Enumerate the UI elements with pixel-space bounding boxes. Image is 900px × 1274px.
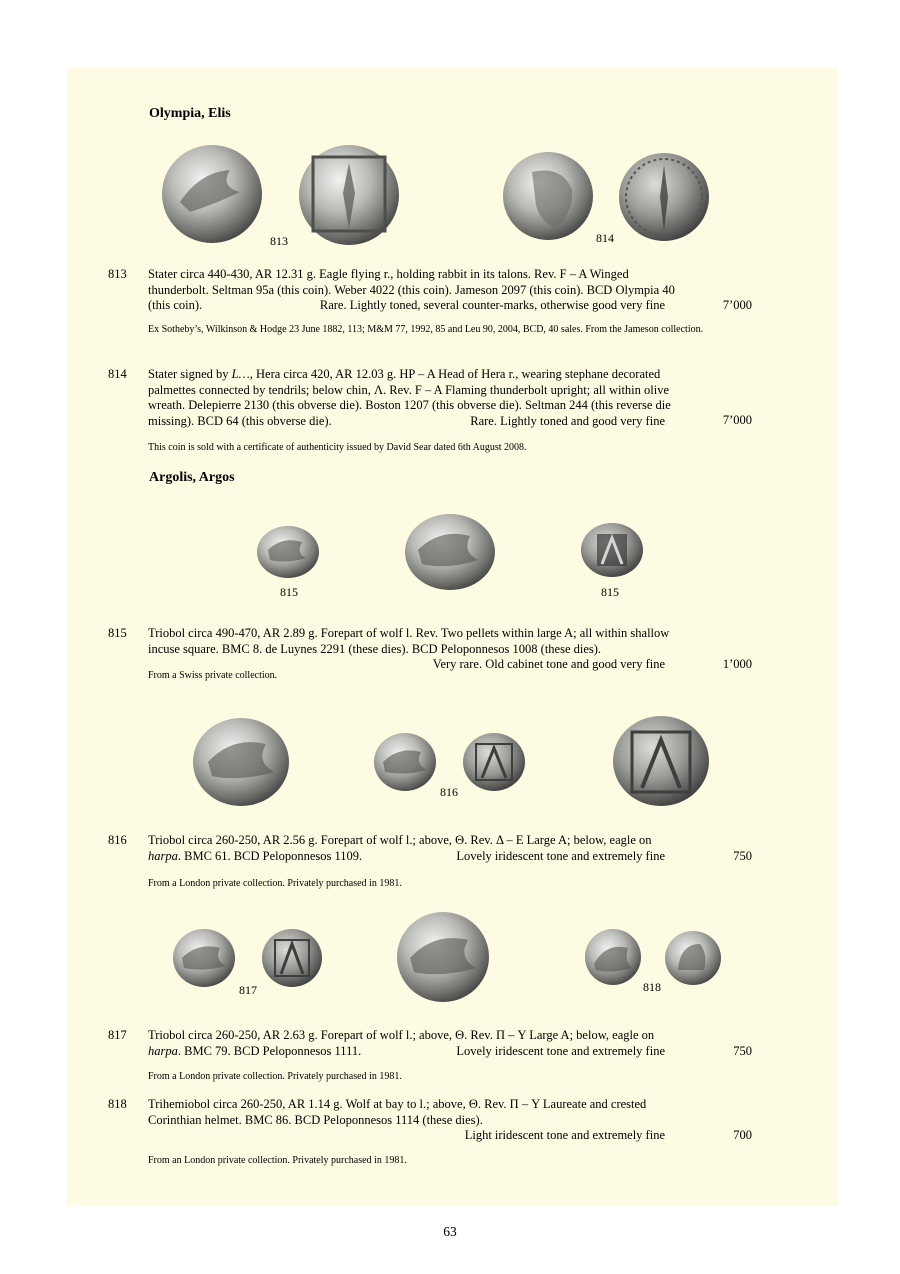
description-line: incuse square. BMC 8. de Luynes 2291 (these dies). BCD Peloponnesos 1008 (these dies). [148,641,602,656]
coin-814-obverse-image [502,150,594,242]
lot-number-815: 815 [108,626,127,640]
lot-number-814: 814 [108,367,127,381]
section-heading-olympia: Olympia, Elis [149,106,231,121]
lot-number-817: 817 [108,1028,127,1042]
lot-note-817: From a London private collection. Privately purchased in 1981. [148,1071,402,1082]
description-line: wreath. Delepierre 2130 (this obverse die). Boston 1207 (this obverse die). Seltman 244 (this reverse die [148,398,671,412]
lot-number-813: 813 [108,267,127,281]
lot-description-814 [148,367,751,429]
coin-816-enlarged-obverse-image [192,716,290,808]
lot-note-813: Ex Sotheby’s, Wilkinson & Hodge 23 June 1882, 113; M&M 77, 1992, 85 and Leu 90, 2004, BCD, 40 sales. From the Jameson collection. [148,324,704,335]
description-line: harpa. BMC 61. BCD Peloponnesos 1109. [148,848,363,863]
lot-description-816 [148,833,751,864]
coin-label-816: 816 [440,785,458,799]
lot-price-817: 750 [733,1044,752,1058]
lot-grade-814: Rare. Lightly toned and good very fine [470,413,665,428]
coin-817-obverse-image [172,928,236,988]
lot-description-817 [148,1028,751,1059]
coin-label-815a: 815 [280,585,298,599]
coin-label-814: 814 [596,231,614,245]
lot-grade-818: Light iridescent tone and extremely fine [464,1128,665,1142]
lot-number-818: 818 [108,1097,127,1111]
description-line: missing). BCD 64 (this obverse die). [148,413,332,428]
coin-label-817: 817 [239,983,257,997]
coin-817-enlarged-image [396,910,490,1004]
coin-818-obverse-image [584,928,642,986]
description-line: palmettes connected by tendrils; below chin, Λ. Rev. F – A Flaming thunderbolt upright; all within olive [148,382,670,397]
description-line: thunderbolt. Seltman 95a (this coin). Weber 4022 (this coin). Jameson 2097 (this coin). BCD Olympia 40 [148,282,675,297]
lot-price-813: 7’000 [722,298,752,312]
coin-816-obverse-image [373,732,437,792]
lot-description-818 [148,1097,751,1144]
page-number: 63 [443,1224,457,1239]
description-line: Triobol circa 260-250, AR 2.63 g. Forepart of wolf l.; above, Θ. Rev. Π – Y Large A; below, eagle on [148,1028,655,1042]
description-line: harpa. BMC 79. BCD Peloponnesos 1111. [148,1043,362,1058]
coin-label-815b: 815 [601,585,619,599]
coin-816-enlarged-reverse-image [612,714,710,808]
description-line: Stater signed by L…, Hera circa 420, AR 12.03 g. HP – A Head of Hera r., wearing stephane decorated [148,367,661,381]
coin-814-reverse-image [618,151,710,243]
lot-price-818: 700 [733,1128,752,1142]
lot-note-814: This coin is sold with a certificate of authenticity issued by David Sear dated 6th August 2008. [148,442,527,453]
lot-price-815: 1’000 [722,657,752,671]
description-line: (this coin). [148,298,203,312]
coin-label-818: 818 [643,980,661,994]
lot-grade-815: Very rare. Old cabinet tone and good very fine [432,657,665,671]
lot-grade-813: Rare. Lightly toned, several counter-marks, otherwise good very fine [319,298,665,312]
description-line: Triobol circa 490-470, AR 2.89 g. Forepart of wolf l. Rev. Two pellets within large A; all within shallow [148,626,670,640]
coin-813-obverse-image [160,142,264,246]
coin-813-reverse-image [297,143,401,247]
description-line: Triobol circa 260-250, AR 2.56 g. Forepart of wolf l.; above, Θ. Rev. Δ – E Large A; below, eagle on [148,833,652,847]
lot-description-815 [148,626,751,673]
description-line: Trihemiobol circa 260-250, AR 1.14 g. Wolf at bay to l.; above, Θ. Rev. Π – Y Laureate and crested [148,1097,647,1111]
description-line: Stater circa 440-430, AR 12.31 g. Eagle flying r., holding rabbit in its talons. Rev. F – A Winged [148,267,629,281]
lot-grade-817: Lovely iridescent tone and extremely fine [456,1043,665,1058]
lot-note-818: From an London private collection. Privately purchased in 1981. [148,1155,407,1166]
lot-number-816: 816 [108,833,127,847]
section-heading-argos: Argolis, Argos [149,470,235,485]
lot-description-813 [148,267,751,314]
coin-815a-image [256,524,320,580]
description-line: Corinthian helmet. BMC 86. BCD Peloponnesos 1114 (these dies). [148,1112,483,1127]
lot-note-815: From a Swiss private collection. [148,670,278,681]
coin-816-reverse-image [462,732,526,792]
coin-815b-reverse-image [580,522,644,578]
coin-815-enlarged-image [404,512,496,592]
lot-grade-816: Lovely iridescent tone and extremely fine [456,848,665,863]
lot-note-816: From a London private collection. Privately purchased in 1981. [148,878,402,889]
lot-price-814: 7’000 [722,413,752,427]
coin-label-813: 813 [270,234,288,248]
coin-817-reverse-image [261,928,323,988]
lot-price-816: 750 [733,849,752,863]
coin-818-reverse-image [664,930,722,986]
